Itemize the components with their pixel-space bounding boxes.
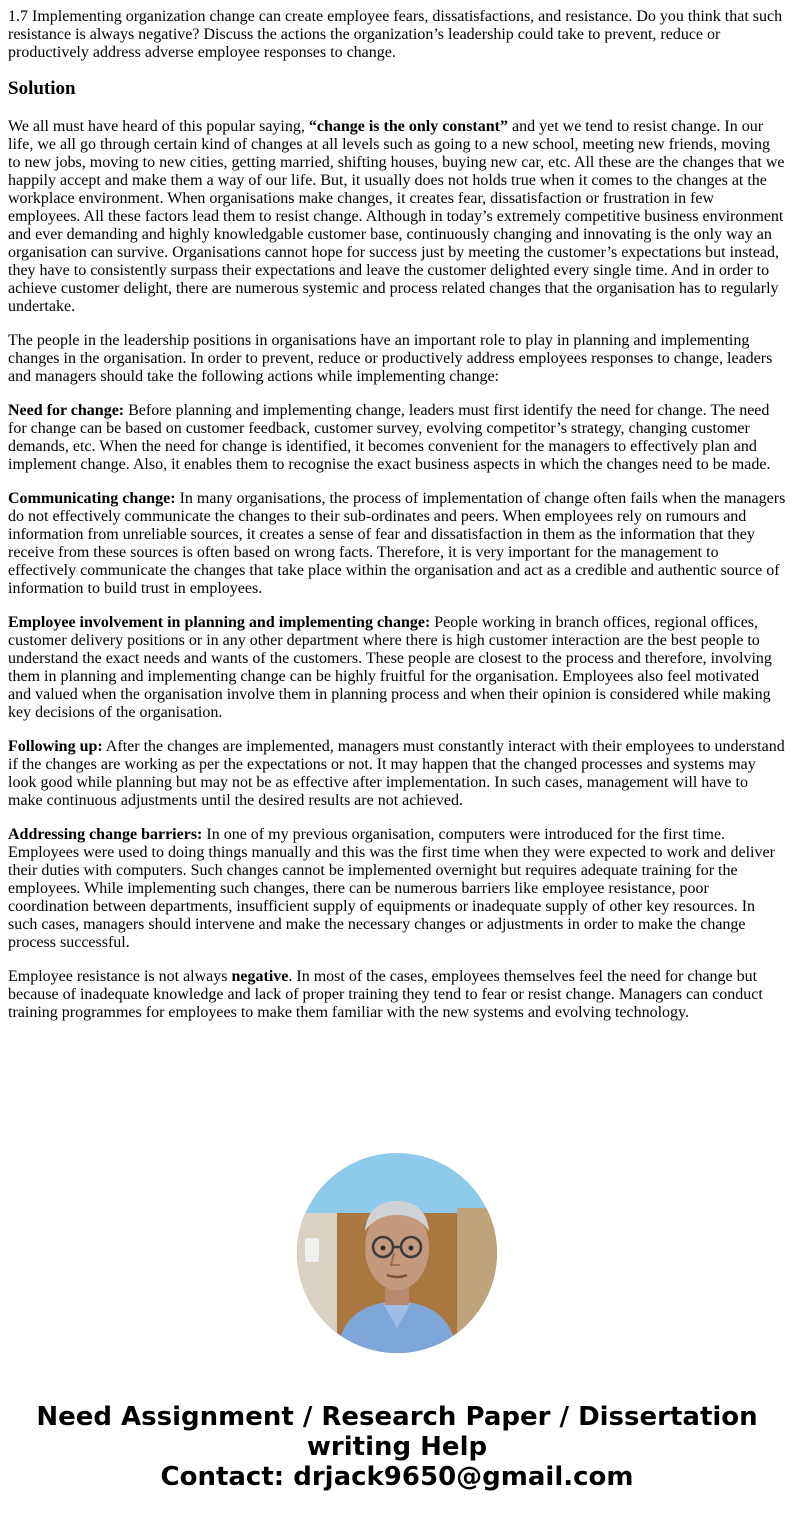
action-title: Employee involvement in planning and implementing change:	[8, 614, 431, 631]
closing-text-rest: . In most of the cases, employees themselves feel the need for change but because of inadequate knowledge and lack of proper training they tend to fear or resist change. Managers can conduct training programmes for employees to make them familiar with the new systems and evolving technology.	[8, 968, 763, 1021]
closing-text-start: Employee resistance is not always	[8, 968, 232, 985]
footer-line-2: writing Help	[306, 1432, 488, 1462]
action-text: People working in branch offices, regional offices, customer delivery positions or in any other department where there is high customer interaction are the best people to understand the exact needs and wants of the customers. These people are closest to the process and therefore, involving them in planning and implementing change can be highly fruitful for the organisation. Employees also feel motivated and valued when the organisation involve them in planning process and when their opinion is considered while making key decisions of the organisation.	[8, 614, 772, 721]
intro-text-rest: and yet we tend to resist change. In our life, we all go through certain kind of changes at all levels such as going to a new school, meeting new friends, moving to new jobs, moving to new cities, getting married, shifting houses, buying new car, etc. All these are the changes that we happily accept and make them a way of our life. But, it usually does not holds true when it comes to the changes at the workplace environment. When organisations make changes, it creates fear, dissatisfaction or frustration in few employees. All these factors lead them to resist change. Although in today’s extremely competitive business environment and ever demanding and highly knowledgable customer base, continuously changing and innovating is the only way an organisation can survive. Organisations cannot hope for success just by meeting the customer’s expectations but instead, they have to consistently surpass their expectations and leave the customer delighted every single time. And in order to achieve customer delight, there are numerous systemic and process related changes that the organisation has to regularly undertake.	[8, 118, 785, 315]
action-need-for-change	[8, 402, 786, 474]
article	[8, 8, 786, 1038]
question-text: 1.7 Implementing organization change can create employee fears, dissatisfactions, and resistance. Do you think that such resistance is always negative? Discuss the actions the organization’s leadership could take to prevent, reduce or productively address adverse employee responses to change.	[8, 8, 783, 61]
action-title: Need for change:	[8, 402, 125, 419]
action-text: Before planning and implementing change, leaders must first identify the need for change. The need for change can be based on customer feedback, customer survey, evolving competitor’s strategy, changing customer demands, etc. When the need for change is identified, it becomes convenient for the managers to effectively plan and implement change. Also, it enables them to recognise the exact business aspects in which the changes need to be made.	[8, 402, 771, 473]
action-addressing-barriers	[8, 826, 786, 952]
action-text: In many organisations, the process of implementation of change often fails when the managers do not effectively communicate the changes to their sub-ordinates and peers. When employees rely on rumours and information from unreliable sources, it creates a sense of fear and dissatisfaction in them as the information that they receive from these sources is often based on wrong facts. Therefore, it is very important for the management to effectively communicate the changes that take place within the organisation and act as a credible and authentic source of information to build trust in employees.	[8, 490, 786, 597]
footer-contact: Contact: drjack9650@gmail.com	[160, 1462, 634, 1492]
author-photo-illustration	[297, 1153, 497, 1353]
intro-text-start: We all must have heard of this popular saying,	[8, 118, 309, 135]
closing-bold-word: negative	[231, 968, 289, 985]
closing-paragraph	[8, 968, 786, 1022]
action-communicating-change	[8, 490, 786, 598]
solution-heading: Solution	[8, 78, 76, 99]
footer-line-1: Need Assignment / Research Paper / Dissertation	[36, 1402, 758, 1432]
action-employee-involvement	[8, 614, 786, 722]
action-title: Following up:	[8, 738, 103, 755]
intro-paragraph	[8, 118, 786, 316]
action-text: After the changes are implemented, managers must constantly interact with their employees to understand if the changes are working as per the expectations or not. It may happen that the changed processes and systems may look good while planning but may not be as effective after implementation. In such cases, management will have to make continuous adjustments until the desired results are not achieved.	[8, 738, 785, 809]
action-title: Communicating change:	[8, 490, 176, 507]
action-text: In one of my previous organisation, computers were introduced for the first time. Employees were used to doing things manually and this was the first time when they were expected to work and deliver their duties with computers. Such changes cannot be implemented overnight but requires adequate training for the employees. While implementing such changes, there can be numerous barriers like employee resistance, poor coordination between departments, insufficient supply of equipments or inadequate supply of other key resources. In such cases, managers should intervene and make the necessary changes or adjustments in order to make the change process successful.	[8, 826, 775, 951]
intro-quote: “change is the only constant”	[308, 118, 508, 135]
footer-banner	[0, 1402, 794, 1492]
leadership-paragraph: The people in the leadership positions in organisations have an important role to play in planning and implementing changes in the organisation. In order to prevent, reduce or productively address employees responses to change, leaders and managers should take the following actions while implementing change:	[8, 332, 773, 385]
action-following-up	[8, 738, 786, 810]
author-avatar	[297, 1153, 497, 1353]
action-title: Addressing change barriers:	[8, 826, 203, 843]
